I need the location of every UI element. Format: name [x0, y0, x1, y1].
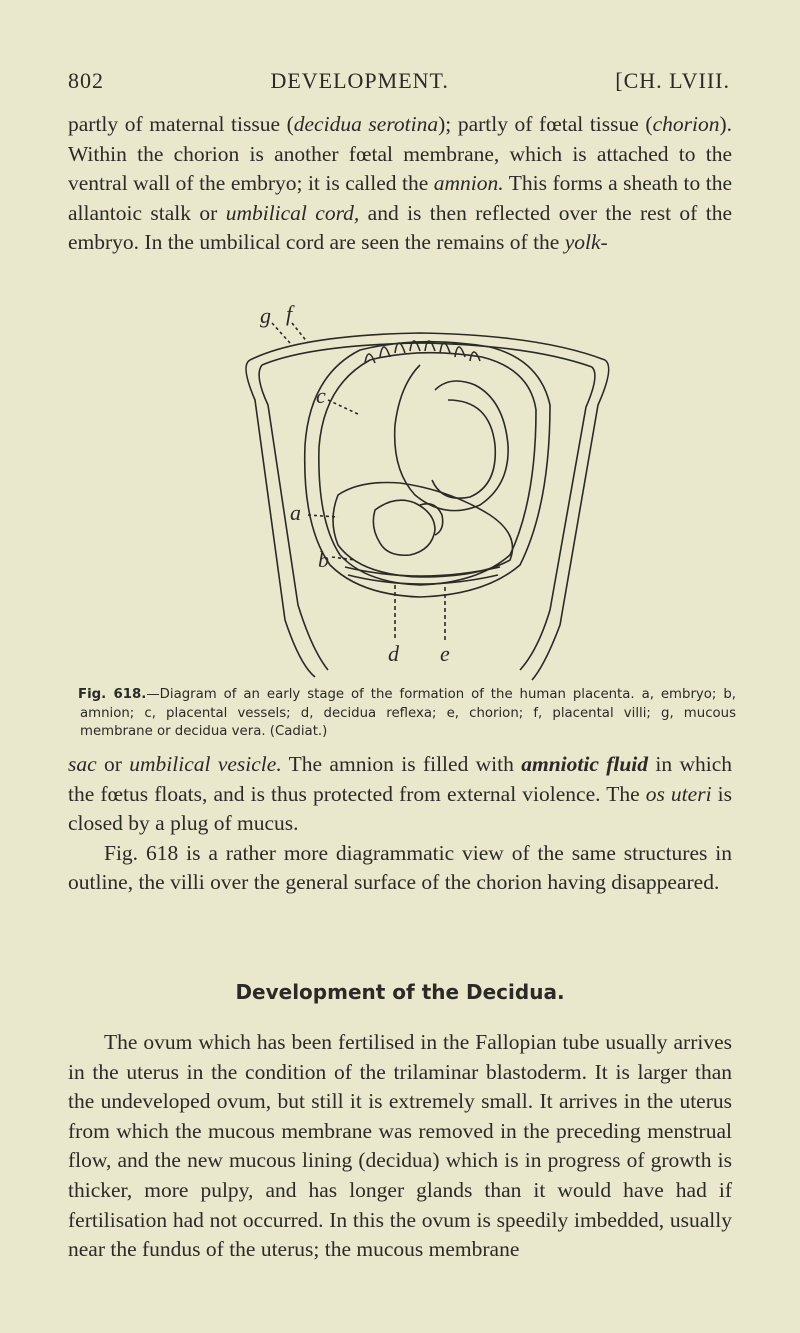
label-e: e — [440, 641, 450, 666]
label-b: b — [318, 547, 329, 572]
label-c: c — [316, 383, 326, 408]
section-heading: Development of the Decidua. — [235, 980, 565, 1004]
paragraph-1: partly of maternal tissue (decidua serotina); partly of fœtal tissue (chorion). Within the chorion is another fœtal membrane, which is attached to the ventral wall of the embryo; it is called the amnion. This forms a sheath to the allantoic stalk or umbilical cord, and is then reflected over the rest of the embryo. In the umbilical cord are seen the remains of the yolk- — [68, 112, 732, 255]
paragraph-2: sac or umbilical vesicle. The amnion is filled with amniotic fluid in which the fœtus floats, and is thus protected from external violence. The os uteri is closed by a plug of mucus. Fig. 618 is a rather more diagrammatic view of the same structures in outline, the villi over the general surface of the chorion having disappeared. — [68, 750, 732, 898]
placenta-diagram — [220, 305, 620, 685]
label-d: d — [388, 641, 399, 666]
paragraph-3: The ovum which has been fertilised in the Fallopian tube usually arrives in the uterus in the condition of the trilaminar blastoderm. It is larger than the undeveloped ovum, but still it is extremely small. It arrives in the uterus from which the mucous membrane was removed in the preceding menstrual flow, and the new mucous lining (decidua) which is in progress of growth is thicker, more pulpy, and has longer glands than it would have had if fertilisation had not occurred. In this the ovum is speedily imbedded, usually near the fundus of the uterus; the mucous membrane — [68, 1030, 732, 1262]
running-head — [68, 68, 730, 94]
figure-caption — [80, 686, 736, 742]
chapter-marker: [CH. LVIII. — [615, 68, 730, 93]
caption-text: —Diagram of an early stage of the formation of the human placenta. a, embryo; b, amnion; c, placental vessels; d, decidua reflexa; e, chorion; f, placental villi; g, mucous membrane or decidua vera. (Cadiat.) — [80, 687, 736, 740]
figure-number: Fig. 618. — [78, 687, 147, 702]
label-a: a — [290, 500, 301, 525]
paragraph-2b: Fig. 618 is a rather more diagrammatic view of the same structures in outline, the villi over the general surface of the chorion having disappeared. — [68, 840, 732, 895]
label-g: g — [260, 305, 271, 328]
page-number: 802 — [68, 68, 104, 93]
running-title: DEVELOPMENT. — [270, 68, 449, 93]
label-f: f — [286, 305, 293, 326]
